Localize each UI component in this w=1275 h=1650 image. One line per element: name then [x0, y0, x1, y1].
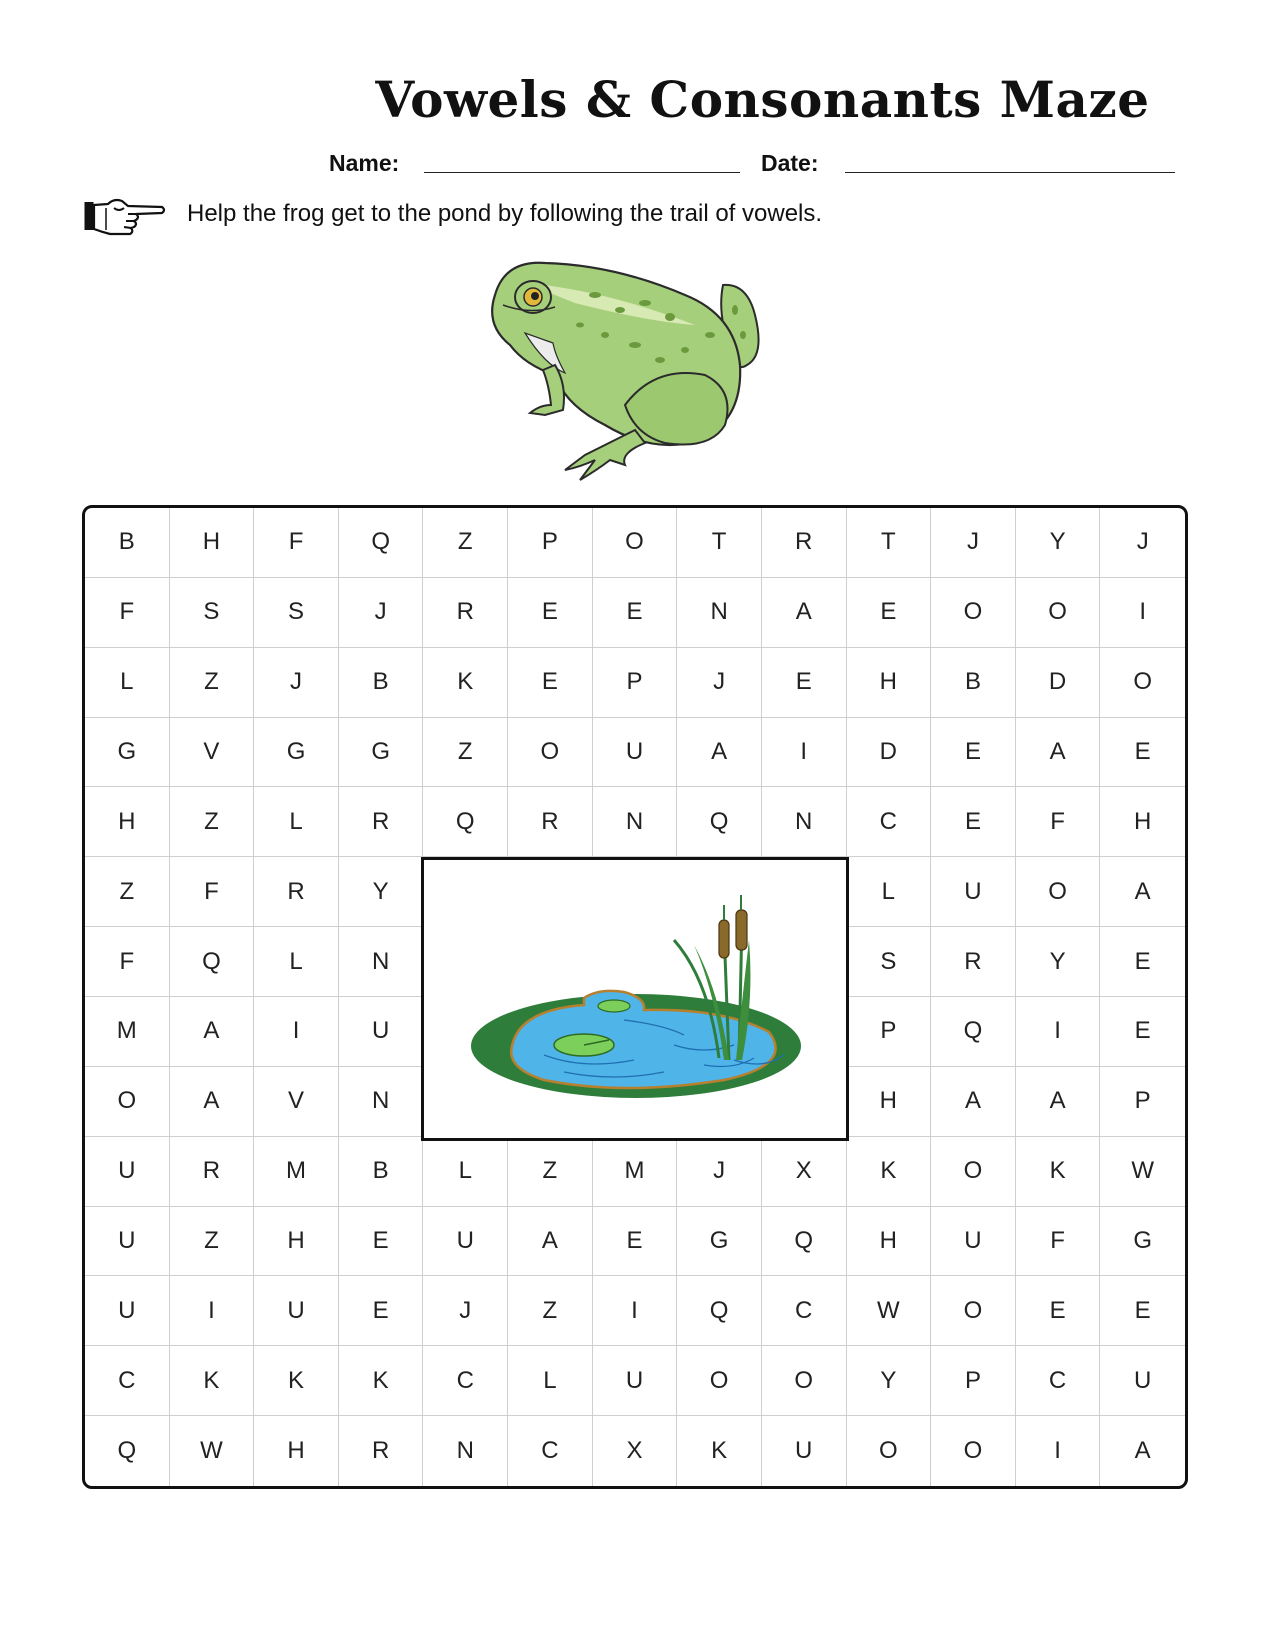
maze-cell[interactable]: H — [847, 648, 932, 718]
maze-cell[interactable]: Y — [847, 1346, 932, 1416]
maze-cell[interactable]: A — [931, 1067, 1016, 1137]
maze-cell[interactable]: Z — [85, 857, 170, 927]
maze-cell[interactable]: Q — [762, 1207, 847, 1277]
maze-cell[interactable]: N — [339, 927, 424, 997]
maze-cell[interactable]: R — [931, 927, 1016, 997]
maze-cell[interactable]: C — [847, 787, 932, 857]
maze-cell[interactable]: O — [677, 1346, 762, 1416]
maze-cell[interactable]: L — [847, 857, 932, 927]
maze-cell[interactable]: G — [254, 718, 339, 788]
maze-cell[interactable]: I — [1016, 997, 1101, 1067]
maze-cell[interactable]: M — [254, 1137, 339, 1207]
maze-cell[interactable]: K — [254, 1346, 339, 1416]
pointing-hand-icon — [84, 196, 166, 240]
maze-cell[interactable]: O — [593, 508, 678, 578]
maze-cell[interactable]: Z — [423, 718, 508, 788]
maze-cell[interactable]: F — [170, 857, 255, 927]
maze-cell[interactable]: O — [931, 1416, 1016, 1486]
maze-cell[interactable]: A — [508, 1207, 593, 1277]
date-line[interactable] — [845, 172, 1175, 173]
maze-cell[interactable]: E — [847, 578, 932, 648]
maze-cell[interactable]: K — [1016, 1137, 1101, 1207]
maze-cell[interactable]: U — [85, 1207, 170, 1277]
maze-cell[interactable]: R — [254, 857, 339, 927]
maze-cell[interactable]: D — [847, 718, 932, 788]
maze-cell[interactable]: U — [762, 1416, 847, 1486]
maze-cell[interactable]: P — [847, 997, 932, 1067]
maze-cell[interactable]: N — [677, 578, 762, 648]
maze-cell[interactable]: Q — [677, 1276, 762, 1346]
maze-cell[interactable]: J — [677, 1137, 762, 1207]
maze-cell[interactable]: O — [1016, 857, 1101, 927]
maze-cell[interactable]: H — [847, 1207, 932, 1277]
maze-cell[interactable]: E — [931, 787, 1016, 857]
maze-cell[interactable]: M — [85, 997, 170, 1067]
maze-cell[interactable]: T — [677, 508, 762, 578]
maze-cell[interactable]: I — [593, 1276, 678, 1346]
maze-cell[interactable]: B — [339, 648, 424, 718]
maze-cell[interactable]: N — [423, 1416, 508, 1486]
maze-cell[interactable]: K — [423, 648, 508, 718]
maze-cell[interactable]: Z — [508, 1137, 593, 1207]
maze-cell[interactable]: C — [762, 1276, 847, 1346]
maze-cell[interactable]: Y — [1016, 927, 1101, 997]
maze-cell[interactable]: N — [762, 787, 847, 857]
maze-cell[interactable]: J — [339, 578, 424, 648]
maze-cell[interactable]: V — [170, 718, 255, 788]
maze-cell[interactable]: O — [931, 578, 1016, 648]
maze-cell[interactable]: L — [254, 787, 339, 857]
maze-cell[interactable]: F — [85, 578, 170, 648]
maze-cell[interactable]: O — [847, 1416, 932, 1486]
maze-cell[interactable]: J — [931, 508, 1016, 578]
maze-cell[interactable]: X — [762, 1137, 847, 1207]
maze-cell[interactable]: U — [85, 1276, 170, 1346]
maze-cell[interactable]: E — [931, 718, 1016, 788]
maze-cell[interactable]: U — [931, 1207, 1016, 1277]
maze-cell[interactable]: A — [1100, 857, 1185, 927]
maze-cell[interactable]: G — [85, 718, 170, 788]
maze-cell[interactable]: U — [1100, 1346, 1185, 1416]
maze-cell[interactable]: R — [339, 1416, 424, 1486]
maze-cell[interactable]: Q — [423, 787, 508, 857]
maze-cell[interactable]: F — [1016, 1207, 1101, 1277]
maze-cell[interactable]: Q — [339, 508, 424, 578]
maze-cell[interactable]: H — [254, 1207, 339, 1277]
maze-cell[interactable]: O — [762, 1346, 847, 1416]
maze-cell[interactable]: J — [254, 648, 339, 718]
maze-cell[interactable]: Q — [677, 787, 762, 857]
maze-cell[interactable]: U — [254, 1276, 339, 1346]
maze-cell[interactable]: Q — [931, 997, 1016, 1067]
maze-cell[interactable]: C — [1016, 1346, 1101, 1416]
maze-cell[interactable]: O — [85, 1067, 170, 1137]
maze-cell[interactable]: I — [170, 1276, 255, 1346]
maze-cell[interactable]: Z — [170, 648, 255, 718]
maze-cell[interactable]: S — [847, 927, 932, 997]
maze-cell[interactable]: Z — [170, 787, 255, 857]
maze-cell[interactable]: R — [339, 787, 424, 857]
maze-cell[interactable]: K — [677, 1416, 762, 1486]
pond-box — [421, 857, 849, 1141]
maze-cell[interactable]: R — [508, 787, 593, 857]
maze-cell[interactable]: E — [508, 648, 593, 718]
maze-cell[interactable]: B — [931, 648, 1016, 718]
maze-cell[interactable]: U — [593, 1346, 678, 1416]
maze-cell[interactable]: E — [508, 578, 593, 648]
pond-illustration — [424, 860, 846, 1138]
maze-cell[interactable]: E — [1100, 1276, 1185, 1346]
maze-cell[interactable]: H — [847, 1067, 932, 1137]
maze-cell[interactable]: H — [85, 787, 170, 857]
maze-cell[interactable]: H — [254, 1416, 339, 1486]
maze-cell[interactable]: A — [1016, 1067, 1101, 1137]
maze-cell[interactable]: A — [170, 1067, 255, 1137]
maze-cell[interactable]: O — [931, 1276, 1016, 1346]
maze-cell[interactable]: G — [677, 1207, 762, 1277]
frog-illustration — [485, 255, 785, 487]
maze-cell[interactable]: L — [423, 1137, 508, 1207]
maze-cell[interactable]: O — [1100, 648, 1185, 718]
maze-cell[interactable]: V — [254, 1067, 339, 1137]
maze-cell[interactable]: O — [508, 718, 593, 788]
maze-cell[interactable]: G — [1100, 1207, 1185, 1277]
maze-cell[interactable]: E — [1016, 1276, 1101, 1346]
page-title: Vowels & Consonants Maze — [375, 70, 1150, 129]
maze-cell[interactable]: H — [170, 508, 255, 578]
maze-cell[interactable]: A — [170, 997, 255, 1067]
maze-cell[interactable]: Q — [85, 1416, 170, 1486]
maze-cell[interactable]: L — [85, 648, 170, 718]
maze-cell[interactable]: Z — [508, 1276, 593, 1346]
maze-cell[interactable]: P — [1100, 1067, 1185, 1137]
maze-cell[interactable]: Y — [1016, 508, 1101, 578]
maze-cell[interactable]: J — [677, 648, 762, 718]
name-label: Name: — [329, 150, 400, 176]
maze-cell[interactable]: C — [423, 1346, 508, 1416]
maze-cell[interactable]: C — [85, 1346, 170, 1416]
maze-cell[interactable]: F — [1016, 787, 1101, 857]
maze-cell[interactable]: E — [1100, 997, 1185, 1067]
maze-cell[interactable]: M — [593, 1137, 678, 1207]
maze-cell[interactable]: F — [85, 927, 170, 997]
maze-cell[interactable]: D — [1016, 648, 1101, 718]
maze-cell[interactable]: N — [339, 1067, 424, 1137]
maze-cell[interactable]: W — [1100, 1137, 1185, 1207]
maze-cell[interactable]: G — [339, 718, 424, 788]
maze-cell[interactable]: Z — [423, 508, 508, 578]
maze-cell[interactable]: K — [847, 1137, 932, 1207]
maze-cell[interactable]: H — [1100, 787, 1185, 857]
maze-cell[interactable]: K — [170, 1346, 255, 1416]
maze-cell[interactable]: A — [1134, 1437, 1151, 1465]
maze-cell[interactable]: U — [85, 1137, 170, 1207]
maze-cell[interactable]: R — [170, 1137, 255, 1207]
maze-grid-frame — [82, 505, 1188, 1489]
maze-cell[interactable]: I — [762, 718, 847, 788]
maze-cell[interactable]: C — [508, 1416, 593, 1486]
maze-cell[interactable]: B — [339, 1137, 424, 1207]
maze-cell[interactable]: U — [931, 857, 1016, 927]
maze-cell[interactable]: Y — [339, 857, 424, 927]
maze-cell[interactable]: F — [254, 508, 339, 578]
maze-cell[interactable]: Z — [170, 1207, 255, 1277]
maze-cell[interactable]: K — [339, 1346, 424, 1416]
maze-cell[interactable]: E — [1100, 927, 1185, 997]
maze-cell[interactable]: E — [1100, 718, 1185, 788]
maze-cell[interactable]: O — [931, 1137, 1016, 1207]
maze-cell[interactable]: L — [508, 1346, 593, 1416]
maze-cell[interactable]: X — [593, 1416, 678, 1486]
date-label: Date: — [761, 150, 819, 176]
maze-cell[interactable]: E — [339, 1276, 424, 1346]
maze-cell[interactable]: W — [847, 1276, 932, 1346]
maze-cell[interactable]: A — [762, 578, 847, 648]
maze-cell[interactable]: O — [1016, 578, 1101, 648]
maze-cell[interactable]: U — [423, 1207, 508, 1277]
maze-cell[interactable]: E — [339, 1207, 424, 1277]
maze-cell[interactable]: E — [593, 578, 678, 648]
instruction-text: Help the frog get to the pond by following the trail of vowels. — [187, 200, 823, 227]
maze-cell[interactable]: E — [762, 648, 847, 718]
maze-cell[interactable]: S — [254, 578, 339, 648]
maze-cell[interactable]: W — [170, 1416, 255, 1486]
maze-cell[interactable]: R — [423, 578, 508, 648]
maze-cell[interactable]: N — [593, 787, 678, 857]
maze-cell[interactable]: Q — [170, 927, 255, 997]
maze-cell[interactable]: U — [339, 997, 424, 1067]
name-line[interactable] — [424, 172, 740, 173]
maze-cell[interactable]: T — [847, 508, 932, 578]
maze-cell[interactable]: L — [254, 927, 339, 997]
maze-cell[interactable]: S — [170, 578, 255, 648]
maze-cell[interactable]: R — [762, 508, 847, 578]
maze-cell[interactable]: I — [1100, 578, 1185, 648]
maze-cell[interactable]: P — [931, 1346, 1016, 1416]
maze-cell[interactable]: E — [593, 1207, 678, 1277]
maze-cell[interactable]: P — [508, 508, 593, 578]
maze-cell[interactable]: A — [1016, 718, 1101, 788]
maze-cell[interactable]: A — [677, 718, 762, 788]
maze-cell[interactable]: B — [85, 508, 170, 578]
maze-cell[interactable]: J — [423, 1276, 508, 1346]
maze-cell[interactable]: J — [1100, 508, 1185, 578]
maze-cell[interactable]: U — [593, 718, 678, 788]
maze-cell[interactable]: I — [1016, 1416, 1101, 1486]
maze-cell[interactable]: P — [593, 648, 678, 718]
maze-cell[interactable]: I — [254, 997, 339, 1067]
